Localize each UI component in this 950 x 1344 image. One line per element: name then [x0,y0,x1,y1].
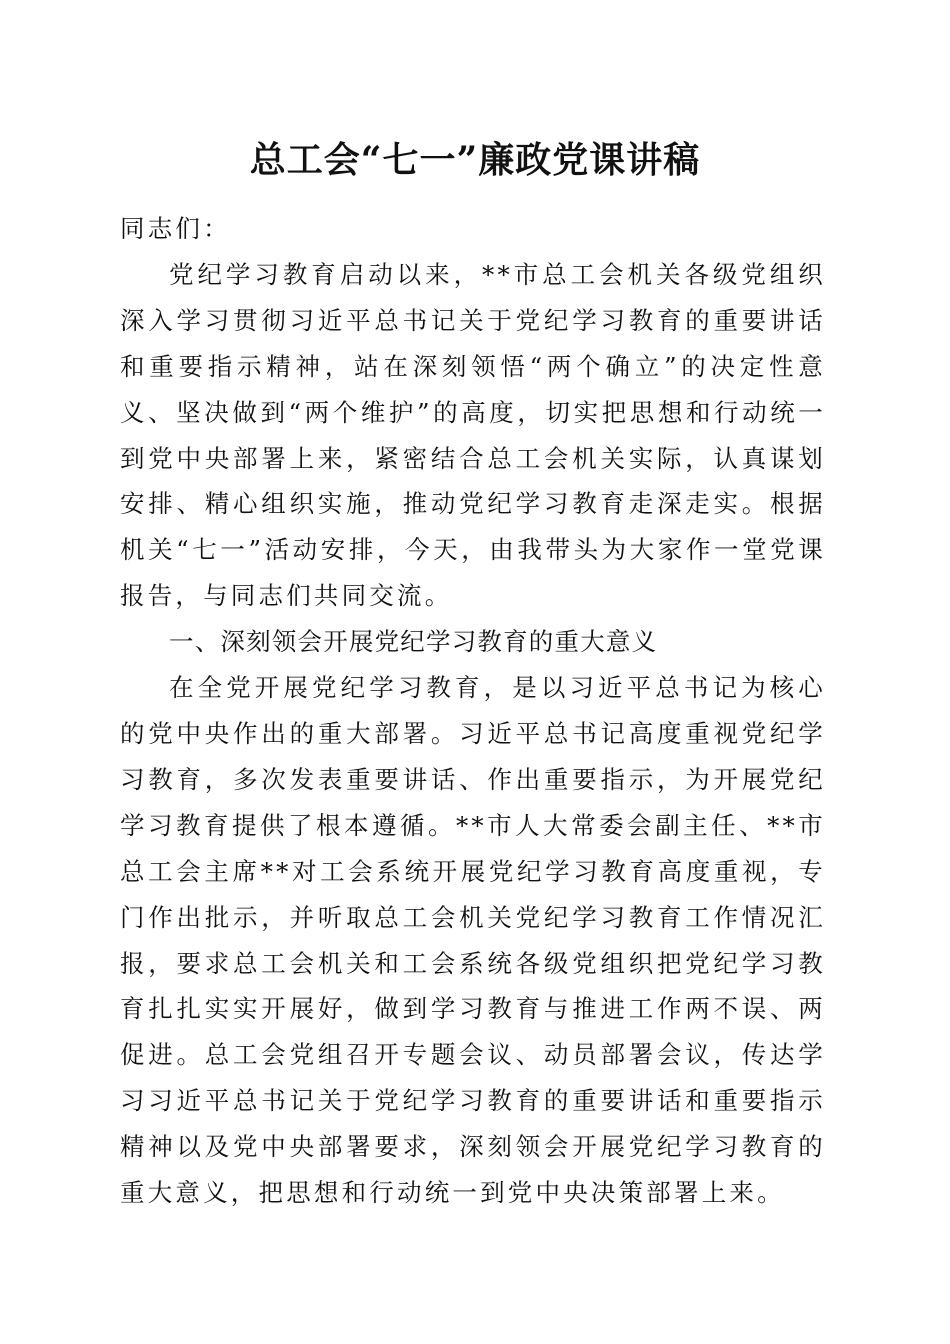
intro-paragraph: 党纪学习教育启动以来，**市总工会机关各级党组织深入学习贯彻习近平总书记关于党纪学习教育的重要讲话和重要指示精神，站在深刻领悟“两个确立”的决定性意义、坚决做到“两个维护”的高度，切实把思想和行动统一到党中央部署上来，紧密结合总工会机关实际，认真谋划安排、精心组织实施，推动党纪学习教育走深走实。根据机关“七一”活动安排，今天，由我带头为大家作一堂党课报告，与同志们共同交流。 [120,259,826,611]
salutation: 同志们： [120,214,231,243]
section-heading: 一、深刻领会开展党纪学习教育的重大意义 [169,627,658,657]
document-body [120,206,826,1216]
document-title: 总工会“七一”廉政党课讲稿 [249,139,701,181]
section-paragraph: 在全党开展党纪学习教育，是以习近平总书记为核心的党中央作出的重大部署。习近平总书记高度重视党纪学习教育，多次发表重要讲话、作出重要指示，为开展党纪学习教育提供了根本遵循。**市人大常委会副主任、**市总工会主席**对工会系统开展党纪学习教育高度重视，专门作出批示，并听取总工会机关党纪学习教育工作情况汇报，要求总工会机关和工会系统各级党组织把党纪学习教育扎扎实实开展好，做到学习教育与推进工作两不误、两促进。总工会党组召开专题会议、动员部署会议，传达学习习近平总书记关于党纪学习教育的重要讲话和重要指示精神以及党中央部署要求，深刻领会开展党纪学习教育的重大意义，把思想和行动统一到党中央决策部署上来。 [120,673,826,1208]
